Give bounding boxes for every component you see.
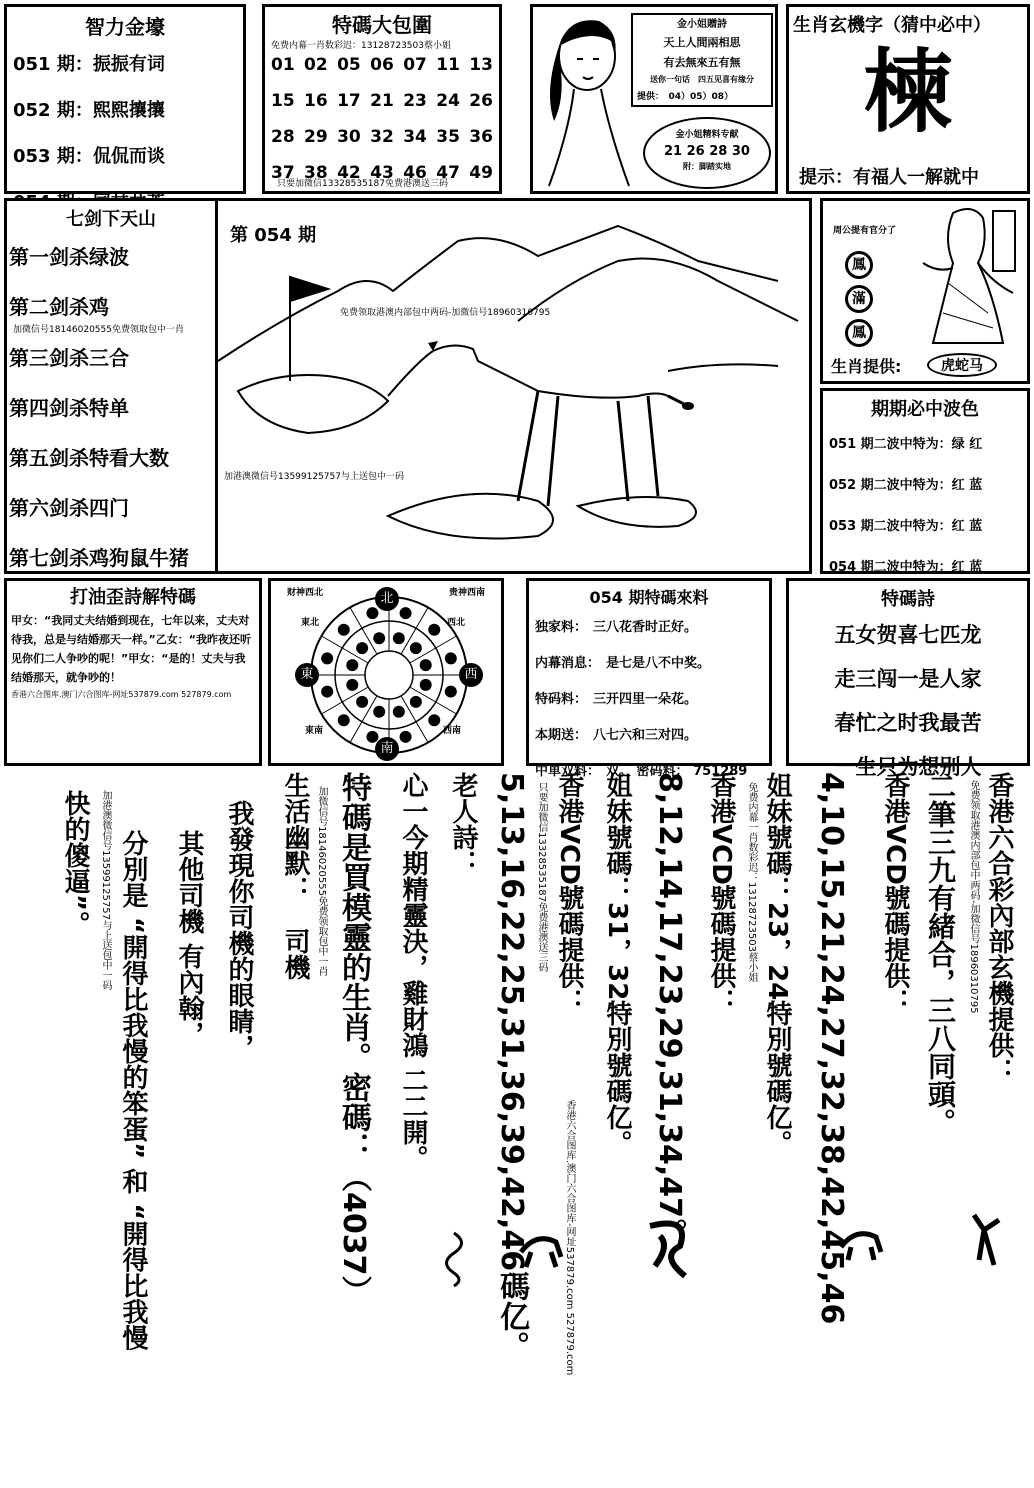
camel-landscape-drawing [218, 201, 808, 571]
snake-icon [434, 1228, 474, 1288]
number-cell: 02 [304, 55, 328, 75]
number-row [265, 55, 499, 75]
bigpack-title: 特碼大包圍 [332, 13, 432, 37]
wave-row: 054 期二波中特为：红 蓝 [829, 560, 983, 575]
source-value: 双。 密码料： 751289 [606, 764, 748, 779]
zodiac-animal-icon [964, 1210, 1004, 1270]
portrait-box [530, 4, 778, 194]
compass-dot [393, 706, 405, 718]
wave-box [820, 388, 1030, 574]
compass-dot [321, 652, 333, 664]
oilpoem-box [4, 578, 262, 766]
zhili-row: 052 期：熙熙攘攘 [13, 100, 165, 121]
vertical-text-column: 香港六合图库.澳门六合图库-网址537879.com 527879.com [564, 1100, 575, 1376]
zhili-row: 053 期：侃侃而谈 [13, 146, 165, 167]
number-cell: 47 [436, 163, 460, 183]
compass-dot [346, 679, 358, 691]
pick-oval [643, 117, 771, 189]
vertical-text-column: 姐妹號碼：23，24特別號碼亿。 [762, 772, 792, 1157]
zodiac-animal-icon [836, 1222, 886, 1262]
duke-circle: 滿 [845, 285, 873, 313]
zhili-title: 智力金壕 [85, 15, 165, 39]
source-label: 特码料： [535, 692, 588, 707]
oilpoem-site: 香港六合图库.澳门六合图库-网址537879.com 527879.com [11, 690, 232, 699]
compass-top-left: 财神西北 [287, 588, 324, 598]
compass-nw: 西北 [447, 618, 466, 628]
vertical-text-column: 分別是 “開得比我慢的笨蛋” 和 “開得比我慢 [118, 830, 148, 1351]
number-cell: 32 [370, 127, 394, 147]
poem-provide: 提供： 04）05）08） [637, 92, 734, 102]
period-label: 第 054 期 [230, 225, 317, 246]
number-cell: 37 [271, 163, 295, 183]
zhili-row: 051 期：振振有词 [13, 54, 165, 75]
source-label: 本期送： [535, 728, 588, 743]
number-cell: 06 [370, 55, 394, 75]
dragon-icon [640, 1216, 700, 1286]
vertical-text-column: 加微信号18146020555免费领取包中一肖 [316, 786, 327, 976]
number-cell: 30 [337, 127, 361, 147]
number-cell: 42 [337, 163, 361, 183]
wave-row: 051 期二波中特为：绿 红 [829, 437, 983, 452]
bigpack-note-bottom: 只要加微信13328535187免费港澳送三码 [277, 179, 448, 189]
number-cell: 23 [403, 91, 427, 111]
wave-title: 期期必中波色 [871, 399, 979, 420]
sword-item: 第四剑杀特单 [9, 396, 129, 420]
compass-dot [366, 607, 378, 619]
oval-title: 金小姐精料专献 [675, 130, 739, 140]
vertical-text-column: 只要加微信13328535187免费港澳送三码 [536, 782, 547, 972]
number-cell: 49 [469, 163, 493, 183]
woman-portrait-figure [539, 11, 634, 191]
sword-item: 第六剑杀四门 [9, 496, 129, 520]
source-label: 中单双料： [535, 764, 601, 779]
source-value: 三开四里一朵花。 [593, 692, 698, 707]
vertical-text-column: 心一今期精靈決，雞財鴻 二二開。 [398, 772, 428, 1172]
vertical-text-column: 姐妹號碼：31，32特別號碼亿。 [602, 772, 632, 1157]
source-box [526, 578, 772, 779]
tepoem-line: 走三闯一是人家 [834, 667, 982, 691]
compass-south: 南 [375, 737, 399, 761]
compass-north: 北 [375, 587, 399, 611]
number-cell: 36 [469, 127, 493, 147]
duke-circle: 鳳 [845, 251, 873, 279]
compass-dot [400, 731, 412, 743]
number-row [265, 127, 499, 147]
number-cell: 07 [403, 55, 427, 75]
oval-nums: 21 26 28 30 [664, 144, 750, 159]
compass-ne: 東北 [301, 618, 320, 628]
vertical-text-column: 香港VCD號碼提供： [706, 772, 736, 1015]
number-cell: 21 [370, 91, 394, 111]
swords-note: 加微信号18146020555免费领取包中一肖 [13, 325, 184, 335]
number-cell: 05 [337, 55, 361, 75]
vertical-text-column: 我發現你司機的眼睛， [224, 800, 254, 1060]
compass-dot [410, 696, 422, 708]
tepoem-line: 五女贺喜七匹龙 [834, 623, 982, 647]
number-cell: 29 [304, 127, 328, 147]
compass-dot [356, 696, 368, 708]
bigpack-box [262, 4, 502, 194]
compass-dot [373, 706, 385, 718]
zodiac-box [786, 4, 1030, 194]
vertical-text-column: 免费领取港澳内部包中两码-加微信号18960310795 [968, 780, 979, 1014]
compass-dot [420, 679, 432, 691]
swords-box [4, 198, 218, 574]
sword-item: 第一剑杀绿波 [9, 245, 129, 269]
vertical-text-column: 其他司機 有內翰， [174, 830, 204, 1048]
number-cell: 16 [304, 91, 328, 111]
compass-west: 西 [459, 663, 483, 687]
number-cell: 24 [436, 91, 460, 111]
sword-item: 第七剑杀鸡狗鼠牛猪 [9, 546, 189, 570]
number-cell: 11 [436, 55, 460, 75]
number-cell: 13 [469, 55, 493, 75]
compass-dot [400, 607, 412, 619]
duke-figure [893, 203, 1023, 353]
vertical-text-column: 快的傻逼”。 [60, 790, 90, 938]
compass-dot [356, 642, 368, 654]
tepoem-title: 特碼詩 [881, 589, 935, 610]
source-row [535, 616, 769, 635]
number-cell: 17 [337, 91, 361, 111]
number-cell: 26 [469, 91, 493, 111]
number-cell: 46 [403, 163, 427, 183]
dukes-box [820, 198, 1030, 384]
compass-dot [338, 714, 350, 726]
drawing-box [218, 198, 812, 574]
compass-dot [321, 686, 333, 698]
source-row [535, 688, 769, 707]
oilpoem-text: 甲女：“我同丈夫结婚到现在，七年以来，丈夫对待我，总是与结婚那天一样。”乙女：“我昨夜还听见你们二人争吵的呢！”甲女：“是的！丈夫与我结婚那天，就争吵的！ [11, 614, 251, 684]
compass-dot [445, 652, 457, 664]
bigpack-note-top: 免费内幕一肖数彩迟：13128723503蔡小姐 [271, 41, 451, 51]
vertical-text-column: 二筆三九有緒合，三八同頭。 [924, 772, 957, 1136]
vertical-text-column: 香港六合彩內部玄機提供： [984, 772, 1014, 1084]
oilpoem-title: 打油歪詩解特碼 [70, 587, 196, 608]
source-value: 三八花香时正好。 [593, 620, 698, 635]
sword-item: 第二剑杀鸡 [9, 295, 109, 319]
poem-line: 天上人間兩相思 [663, 36, 741, 49]
compass-dot [393, 632, 405, 644]
poem-card [631, 13, 773, 107]
compass-dot [428, 714, 440, 726]
sword-item: 第五剑杀特看大数 [9, 446, 169, 470]
wave-row: 053 期二波中特为：红 蓝 [829, 519, 983, 534]
tepoem-line: 一生只为想别人 [834, 755, 982, 779]
vertical-text-column: 免费内幕一肖数彩迟：13128723503蔡小姐 [746, 782, 757, 982]
oval-note: 附：脚踏实地 [683, 162, 731, 171]
source-row [535, 724, 769, 743]
source-label: 独家料： [535, 620, 588, 635]
compass-top-right: 贵神西南 [448, 588, 485, 598]
vertical-text-column: 香港VCD號碼提供： [554, 772, 584, 1015]
compass-box [268, 578, 504, 766]
number-cell: 34 [403, 127, 427, 147]
provider-value: 虎蛇马 [927, 353, 997, 377]
zodiac-title: 生肖玄機字（猜中必中） [793, 15, 991, 36]
vertical-text-column: 加港澳微信号13599125757与上送包中一码 [100, 790, 111, 990]
vertical-text-column: 老人詩： [448, 772, 478, 876]
wave-row: 052 期二波中特为：红 蓝 [829, 478, 983, 493]
source-value: 是七是八不中奖。 [606, 656, 711, 671]
tepoem-line: 春忙之时我最苦 [834, 711, 982, 735]
vertical-text-column: 香港VCD號碼提供： [880, 772, 910, 1015]
vertical-text-column: 特碼是買模靈的生肖。密碼：（4037） [336, 772, 371, 1306]
compass-sw: 西南 [443, 726, 462, 736]
vertical-text-column: 8,12,14,17,23,29,31,34,47。 [652, 772, 687, 1249]
compass-dot [338, 624, 350, 636]
compass-dot [445, 686, 457, 698]
compass-dot [410, 642, 422, 654]
number-cell: 35 [436, 127, 460, 147]
zodiac-big-char: 楝 [863, 39, 953, 145]
tepoem-box [786, 578, 1030, 779]
number-cell: 43 [370, 163, 394, 183]
sword-item: 第三剑杀三合 [9, 346, 129, 370]
poem-line: 有去無來五有無 [663, 56, 741, 69]
poem-sub: 送你一句话 四五见喜有缘分 [650, 75, 754, 84]
number-cell: 38 [304, 163, 328, 183]
number-cell: 28 [271, 127, 295, 147]
compass-dot [428, 624, 440, 636]
compass-dot [420, 659, 432, 671]
duke-circle: 鳳 [845, 319, 873, 347]
vertical-text-column: 5,13,16,22,25,31,36,39,42,46碼亿。 [494, 772, 529, 1362]
zodiac-animal-icon [516, 1222, 566, 1272]
provider-label: 生肖提供: [831, 357, 902, 376]
poem-card-title: 金小姐贈詩 [677, 19, 727, 30]
number-row [265, 91, 499, 111]
zodiac-hint: 提示：有福人一解就中 [799, 167, 979, 188]
number-cell: 01 [271, 55, 295, 75]
vertical-text-column: 4,10,15,21,24,27,32,38,42,45,46 [814, 772, 849, 1325]
source-title: 054 期特碼來料 [589, 588, 709, 607]
swords-title: 七剑下天山 [66, 209, 156, 230]
compass-dot [346, 659, 358, 671]
number-cell: 15 [271, 91, 295, 111]
compass-east: 東 [295, 663, 319, 687]
compass-se: 東南 [305, 726, 324, 736]
dukes-caption: 周公提有官分了 [833, 226, 897, 236]
compass-dot [373, 632, 385, 644]
vertical-text-column: 生活幽默： 司機 [280, 772, 310, 980]
source-label: 内幕消息： [535, 656, 601, 671]
zhili-box [4, 4, 246, 194]
source-row [535, 652, 769, 671]
drawing-note: 加港澳微信号13599125757与上送包中一码 [224, 472, 404, 482]
source-value: 八七六和三对四。 [593, 728, 698, 743]
drawing-note: 免费领取港澳内部包中两码-加微信号18960310795 [340, 308, 551, 318]
